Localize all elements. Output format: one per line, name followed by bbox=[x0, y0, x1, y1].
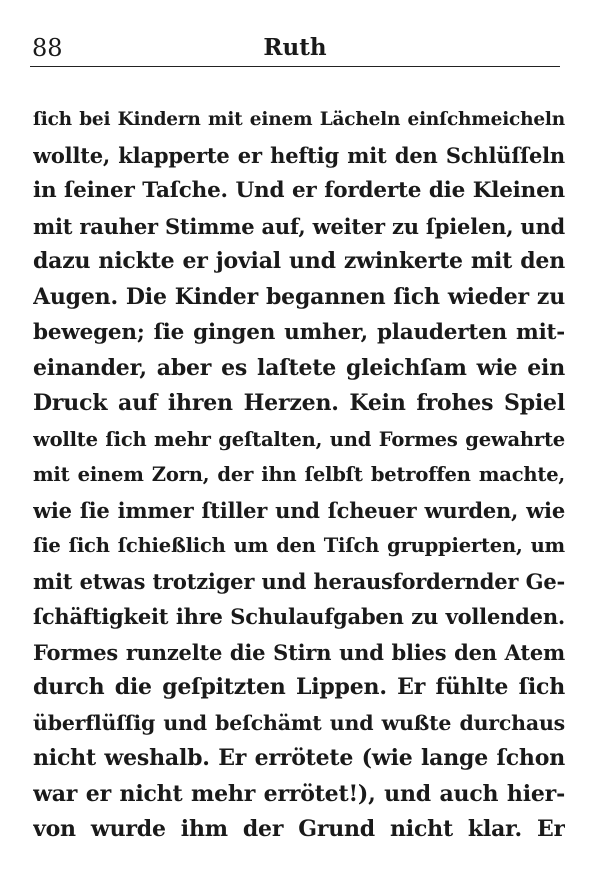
text-line: mit rauher Stimme auf, weiter zu ſpielen, und bbox=[33, 213, 565, 239]
text-line: Druck auf ihren Herzen. Kein frohes Spiel bbox=[33, 390, 565, 416]
page-number: 88 bbox=[32, 34, 63, 62]
text-line: dazu nickte er jovial und zwinkerte mit den bbox=[33, 248, 565, 274]
text-line: ſich bei Kindern mit einem Lächeln einſchmeicheln bbox=[33, 109, 565, 130]
text-line: ſchäftigkeit ihre Schulaufgaben zu vollenden. bbox=[33, 604, 565, 629]
text-line: wollte, klapperte er heftig mit den Schlüſſeln bbox=[33, 142, 565, 168]
text-line: bewegen; ſie gingen umher, plauderten mit- bbox=[33, 320, 565, 345]
text-line: in ſeiner Taſche. Und er forderte die Kleinen bbox=[33, 178, 565, 203]
text-line: wie ſie immer ſtiller und ſcheuer wurden, wie bbox=[33, 497, 565, 523]
text-line: einander, aber es laſtete gleichſam wie ein bbox=[33, 354, 565, 381]
text-line: ſie ſich ſchießlich um den Tiſch gruppierten, um bbox=[33, 534, 565, 557]
text-line: überflüſſig und beſchämt und wußte durchaus bbox=[33, 710, 565, 735]
text-line: von wurde ihm der Grund nicht klar. Er bbox=[33, 816, 565, 842]
text-line: Augen. Die Kinder begannen ſich wieder zu bbox=[33, 283, 565, 310]
text-line: durch die geſpitzten Lippen. Er fühlte ſich bbox=[33, 674, 565, 700]
text-line: mit einem Zorn, der ihn ſelbſt betroffen machte, bbox=[33, 463, 565, 486]
text-line: wollte ſich mehr geſtalten, und Formes gewahrte bbox=[33, 427, 565, 451]
body-text bbox=[33, 102, 565, 848]
page-header bbox=[30, 30, 560, 67]
text-line: nicht weshalb. Er errötete (wie lange ſchon bbox=[33, 745, 565, 771]
running-title: Ruth bbox=[263, 34, 327, 61]
text-line: war er nicht mehr errötet!), und auch hier- bbox=[33, 780, 565, 807]
text-line: mit etwas trotziger und herausfordernder Ge- bbox=[33, 568, 565, 594]
text-line: Formes runzelte die Stirn und blies den Atem bbox=[33, 639, 565, 665]
